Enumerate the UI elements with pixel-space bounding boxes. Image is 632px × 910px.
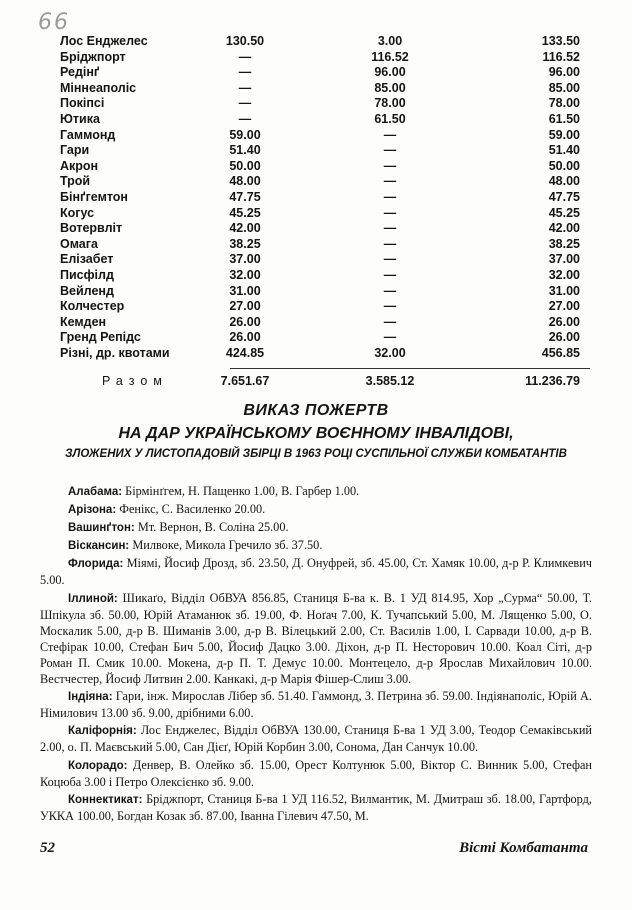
row-city: Елізабет xyxy=(60,252,114,267)
row-city: Колчестер xyxy=(60,299,125,314)
row-col-3: 42.00 xyxy=(548,221,580,236)
row-col-3: 38.25 xyxy=(548,236,580,251)
row-col-1: 37.00 xyxy=(229,252,261,267)
donation-text: Бріджпорт, Станиця Б-ва 1 УД 116.52, Вилмантик, М. Дмитраш зб. 18.00, Гартфорд, УККА 100.00, Богдан Козак зб. 87.00, Іванна Гілевич 47.50, М. xyxy=(40,791,592,823)
row-col-1: 27.00 xyxy=(229,299,261,314)
row-col-1: 32.00 xyxy=(229,268,261,282)
row-col-1: 130.50 xyxy=(225,34,265,48)
row-col-2: — xyxy=(383,221,397,236)
donation-text: Бірмінґгем, Н. Пащенко 1.00, В. Гарбер 1.00. xyxy=(125,484,360,498)
row-col-3: 31.00 xyxy=(548,283,580,298)
state-name: Індіяна: xyxy=(68,691,113,704)
row-col-1: 26.00 xyxy=(229,330,261,345)
table-row xyxy=(0,206,632,222)
donation-entry xyxy=(40,555,592,588)
totals-col-2: 3.585.12 xyxy=(365,374,415,388)
table-row xyxy=(0,190,632,206)
page-number: 52 xyxy=(40,840,55,856)
row-city: Бріджпорт xyxy=(60,49,126,64)
totals-col-1: 7.651.67 xyxy=(220,374,270,388)
donation-entry xyxy=(40,791,592,824)
table-row xyxy=(0,330,632,346)
row-col-3: 47.75 xyxy=(548,190,580,204)
table-row xyxy=(0,174,632,190)
donation-entry xyxy=(40,722,592,755)
row-col-1: — xyxy=(238,65,252,80)
row-city: Вотервліт xyxy=(60,221,123,236)
row-col-3: 133.50 xyxy=(541,34,580,48)
row-col-2: — xyxy=(383,127,397,142)
row-col-1: 45.25 xyxy=(229,205,261,220)
row-col-3: 96.00 xyxy=(548,65,580,80)
row-col-1: — xyxy=(238,49,252,64)
row-city: Ютика xyxy=(60,112,100,126)
row-col-3: 85.00 xyxy=(548,80,580,95)
row-city: Гренд Репідс xyxy=(60,330,141,345)
row-col-1: 31.00 xyxy=(229,283,261,298)
section-subtitle: НА ДАР УКРАЇНСЬКОМУ ВОЄННОМУ ІНВАЛІДОВІ, xyxy=(118,425,514,442)
totals-row xyxy=(0,374,632,392)
table-row xyxy=(0,96,632,112)
state-name: Іллиной: xyxy=(68,592,118,605)
row-col-3: 116.52 xyxy=(542,49,580,64)
row-col-1: 38.25 xyxy=(229,236,261,251)
row-col-2: 3.00 xyxy=(377,34,403,48)
state-name: Флорида: xyxy=(68,558,124,571)
row-col-2: — xyxy=(383,314,397,329)
row-city: Омага xyxy=(60,236,98,251)
row-col-2: — xyxy=(383,299,397,314)
table-row xyxy=(0,268,632,284)
table-row xyxy=(0,284,632,300)
row-city: Бінґгемтон xyxy=(60,190,128,204)
row-col-3: 32.00 xyxy=(548,268,580,282)
table-row xyxy=(0,299,632,315)
row-col-1: 424.85 xyxy=(225,346,265,360)
row-city: Вейленд xyxy=(60,283,114,298)
row-col-2: — xyxy=(383,268,397,282)
donation-entry xyxy=(40,537,592,554)
total-divider xyxy=(230,368,590,369)
state-name: Колорадо: xyxy=(68,759,128,772)
donation-text: Милвоке, Микола Гречило зб. 37.50. xyxy=(132,538,323,553)
row-col-2: — xyxy=(383,158,397,173)
donation-text: Шикаґо, Відділ ОбВУА 856.85, Станиця Б-ва к. В. 1 УД 814.95, Хор „Сурма“ 50.00, Т. Шпікула зб. 50.00, Юрій Атаманюк зб. 19.00, Ф. Ноґач 7.00, К. Тучапський 5.00, М. Лященко 5.00, О. Москалик 5.00, д-р В. Шиманів 3.00, д-р В. Вілецький 2.00, Ст. Василів 1.00, І. Сарвади 10.00, д-р В. Стефірак 10.00, Стефан Бич 5.00, Йосиф Дацко 3.00. Діхон, д-р П. Несторович 10.00. Коал Сіті, д-р Роман П. Смик 10.00. Мокена, д-р П. Т. Демус 10.00. Монтецело, д-р Ярослав Михайлович 10.00. Вестчестер, Йосиф Литвин 2.00. Канкакі, д-р Марія Фішер-Слиш 3.00. xyxy=(40,590,593,687)
row-col-3: 26.00 xyxy=(548,314,580,329)
row-city: Покіпсі xyxy=(60,96,105,111)
row-col-1: 51.40 xyxy=(229,143,261,158)
table-row xyxy=(0,34,632,50)
donations-list xyxy=(40,483,592,825)
row-col-2: 85.00 xyxy=(374,80,406,95)
magazine-title: Вісті Комбатанта xyxy=(459,840,588,856)
state-name: Коннектикат: xyxy=(68,793,143,806)
donation-entry xyxy=(40,519,592,536)
row-col-3: 78.00 xyxy=(548,96,580,111)
table-row xyxy=(0,50,632,66)
row-col-2: 61.50 xyxy=(374,112,406,126)
row-col-2: — xyxy=(383,190,397,204)
table-row xyxy=(0,221,632,237)
row-col-3: 45.25 xyxy=(548,205,580,220)
state-name: Вашинґтон: xyxy=(68,522,135,535)
section-title: ВИКАЗ ПОЖЕРТВ xyxy=(243,402,389,419)
donation-entry xyxy=(40,688,592,721)
table-row xyxy=(0,81,632,97)
donation-text: Мт. Вернон, В. Соліна 25.00. xyxy=(137,520,289,535)
row-col-2: 32.00 xyxy=(374,346,406,360)
row-col-1: 26.00 xyxy=(229,314,261,329)
table-row xyxy=(0,159,632,175)
row-col-2: — xyxy=(383,330,397,345)
row-city: Лос Енджелес xyxy=(60,34,148,48)
row-col-1: 42.00 xyxy=(229,221,261,236)
donation-entry xyxy=(40,757,592,790)
row-col-3: 59.00 xyxy=(548,127,580,142)
table-row xyxy=(0,346,632,362)
row-city: Гаммонд xyxy=(60,127,116,142)
row-city: Кемден xyxy=(60,314,107,329)
row-col-1: — xyxy=(238,112,252,126)
row-col-1: 50.00 xyxy=(229,158,261,173)
table-row xyxy=(0,315,632,331)
row-city: Трой xyxy=(60,174,91,189)
row-city: Гари xyxy=(60,143,90,158)
table-row xyxy=(0,112,632,128)
row-col-3: 37.00 xyxy=(548,252,580,267)
row-city: Акрон xyxy=(60,158,99,173)
donation-text: Фенікс, С. Василенко 20.00. xyxy=(119,502,266,517)
row-col-2: — xyxy=(383,205,397,220)
row-city: Різні, др. квотами xyxy=(60,346,170,360)
donation-entry xyxy=(40,501,592,518)
row-col-3: 456.85 xyxy=(541,346,580,360)
row-col-2: — xyxy=(383,252,397,267)
row-col-3: 50.00 xyxy=(548,158,580,173)
row-col-3: 48.00 xyxy=(548,174,580,189)
section-description: ЗЛОЖЕНИХ У ЛИСТОПАДОВІЙ ЗБІРЦІ В 1963 РОЦІ СУСПІЛЬНОЇ СЛУЖБИ КОМБАТАНТІВ xyxy=(65,448,567,460)
row-col-2: — xyxy=(383,236,397,251)
donation-text: Лос Енджелес, Відділ ОбВУА 130.00, Станиця Б-ва 1 УД 3.00, Теодор Семаківський 2.00, о. П. Маєвський 5.00, Сан Дієґ, Юрій Корбин 3.00, Сонома, Дан Санчук 10.00. xyxy=(40,723,592,755)
row-col-1: 47.75 xyxy=(229,190,261,204)
row-city: Редінґ xyxy=(60,65,100,80)
row-col-2: — xyxy=(383,283,397,298)
state-name: Віскансин: xyxy=(68,540,130,553)
row-city: Писфілд xyxy=(60,268,114,282)
table-row xyxy=(0,252,632,268)
donation-entry xyxy=(40,483,592,500)
state-name: Арізона: xyxy=(68,504,117,517)
handwritten-page-note: 66 xyxy=(38,10,70,35)
totals-label: Разом xyxy=(102,374,168,388)
table-row xyxy=(0,143,632,159)
donation-entry xyxy=(40,590,592,688)
row-col-1: — xyxy=(238,80,252,95)
row-col-2: — xyxy=(383,143,397,158)
row-col-2: 78.00 xyxy=(374,96,406,111)
row-col-1: 59.00 xyxy=(229,127,261,142)
donation-text: Денвер, В. Олейко зб. 15.00, Орест Колтунюк 5.00, Віктор С. Винник 5.00, Стефан Коцюба 3.00 і Петро Олексієнко зб. 9.00. xyxy=(40,757,593,789)
donation-text: Гари, інж. Мирослав Лібер зб. 51.40. Гаммонд, З. Петрина зб. 59.00. Індіянаполіс, Юрій А. Німилович 13.00 зб. 9.00, дрібними 6.00. xyxy=(40,689,592,721)
row-col-3: 51.40 xyxy=(548,143,580,158)
row-col-2: 116.52 xyxy=(371,49,409,64)
row-col-1: 48.00 xyxy=(229,174,261,189)
row-col-2: — xyxy=(383,174,397,189)
row-col-3: 27.00 xyxy=(548,299,580,314)
donation-text: Міямі, Йосиф Дрозд, зб. 23.50, Д. Онуфрей, зб. 45.00, Ст. Хамяк 10.00, д-р Р. Климкевич 5.00. xyxy=(40,556,592,588)
row-col-3: 26.00 xyxy=(548,330,580,345)
row-city: Міннеаполіс xyxy=(60,80,137,95)
table-row xyxy=(0,65,632,81)
state-name: Алабама: xyxy=(68,486,123,498)
row-col-2: 96.00 xyxy=(374,65,406,80)
row-col-3: 61.50 xyxy=(548,112,580,126)
page-footer xyxy=(0,840,632,864)
state-name: Каліфорнія: xyxy=(68,725,137,738)
row-col-1: — xyxy=(238,96,252,111)
table-row xyxy=(0,237,632,253)
row-city: Когус xyxy=(60,205,95,220)
totals-col-3: 11.236.79 xyxy=(525,374,580,388)
table-row xyxy=(0,128,632,144)
